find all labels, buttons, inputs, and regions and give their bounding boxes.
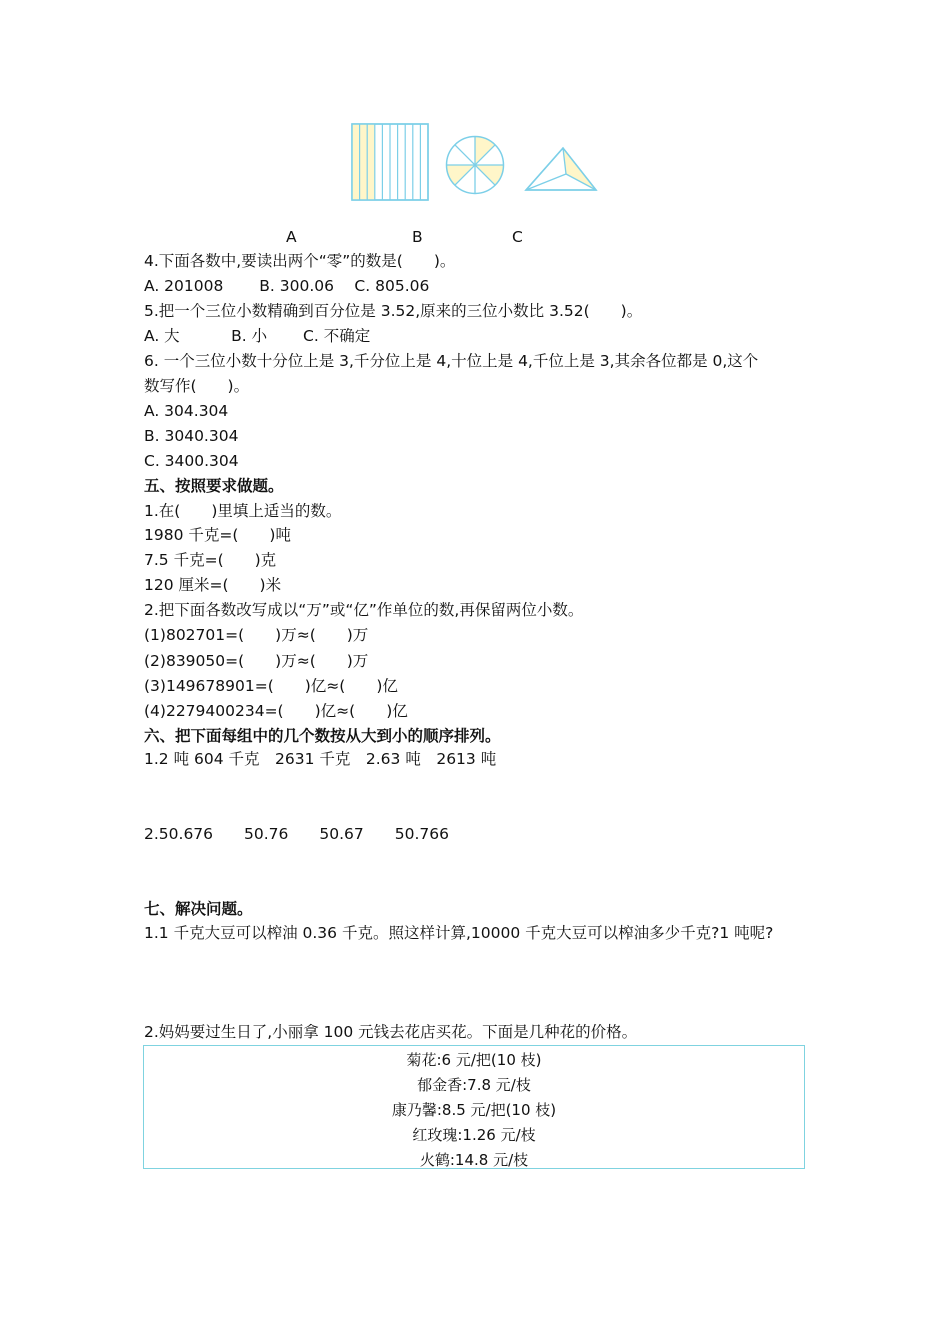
section7-q1: 1.1 千克大豆可以榨油 0.36 千克。照这样计算,10000 千克大豆可以榨油多少千克?1 吨呢? — [144, 924, 774, 942]
section5-q2-item: (1)802701=( )万≈( )万 — [144, 626, 369, 644]
figure-a-striped-rectangle — [352, 124, 428, 200]
section6-group1: 1.2 吨 604 千克 2631 千克 2.63 吨 2613 吨 — [144, 750, 497, 768]
price-item: 红玫瑰:1.26 元/枝 — [412, 1126, 536, 1144]
section7-q2: 2.妈妈要过生日了,小丽拿 100 元钱去花店买花。下面是几种花的价格。 — [144, 1023, 638, 1041]
figure-label-b: B — [412, 228, 423, 246]
figure-label-c: C — [512, 228, 523, 246]
price-item: 菊花:6 元/把(10 枝) — [406, 1051, 542, 1069]
q6-stem-line1: 6. 一个三位小数十分位上是 3,千分位上是 4,十位上是 4,千位上是 3,其余各位都是 0,这个 — [144, 352, 759, 370]
section5-title: 五、按照要求做题。 — [144, 477, 284, 495]
figure-b-divided-circle — [447, 137, 504, 194]
price-item: 火鹤:14.8 元/枝 — [419, 1151, 529, 1169]
q4-stem: 4.下面各数中,要读出两个“零”的数是( )。 — [144, 252, 456, 270]
figure-label-a: A — [286, 228, 297, 246]
section6-group2: 2.50.676 50.76 50.67 50.766 — [144, 825, 450, 843]
price-item: 康乃馨:8.5 元/把(10 枝) — [391, 1101, 557, 1119]
section5-q2-item: (4)2279400234=( )亿≈( )亿 — [144, 702, 408, 720]
section5-q1-item: 7.5 千克=( )克 — [144, 551, 277, 569]
fraction-figures — [340, 118, 610, 210]
q5-stem: 5.把一个三位小数精确到百分位是 3.52,原来的三位小数比 3.52( )。 — [144, 302, 643, 320]
q4-options: A. 201008 B. 300.06 C. 805.06 — [144, 277, 430, 295]
section5-q2-item: (3)149678901=( )亿≈( )亿 — [144, 677, 398, 695]
section5-q2-item: (2)839050=( )万≈( )万 — [144, 652, 369, 670]
q6-option-c: C. 3400.304 — [144, 452, 239, 470]
section5-q1-stem: 1.在( )里填上适当的数。 — [144, 502, 342, 520]
flower-price-box — [143, 1045, 805, 1169]
q6-stem-line2: 数写作( )。 — [144, 377, 250, 395]
section5-q1-item: 120 厘米=( )米 — [144, 576, 282, 594]
section6-title: 六、把下面每组中的几个数按从大到小的顺序排列。 — [144, 727, 501, 745]
price-item: 郁金香:7.8 元/枝 — [417, 1076, 531, 1094]
figure-c-triangle — [526, 148, 596, 190]
section7-title: 七、解决问题。 — [144, 900, 253, 918]
q5-options: A. 大 B. 小 C. 不确定 — [144, 327, 371, 345]
section5-q2-stem: 2.把下面各数改写成以“万”或“亿”作单位的数,再保留两位小数。 — [144, 601, 584, 619]
q6-option-b: B. 3040.304 — [144, 427, 239, 445]
q6-option-a: A. 304.304 — [144, 402, 229, 420]
section5-q1-item: 1980 千克=( )吨 — [144, 526, 291, 544]
